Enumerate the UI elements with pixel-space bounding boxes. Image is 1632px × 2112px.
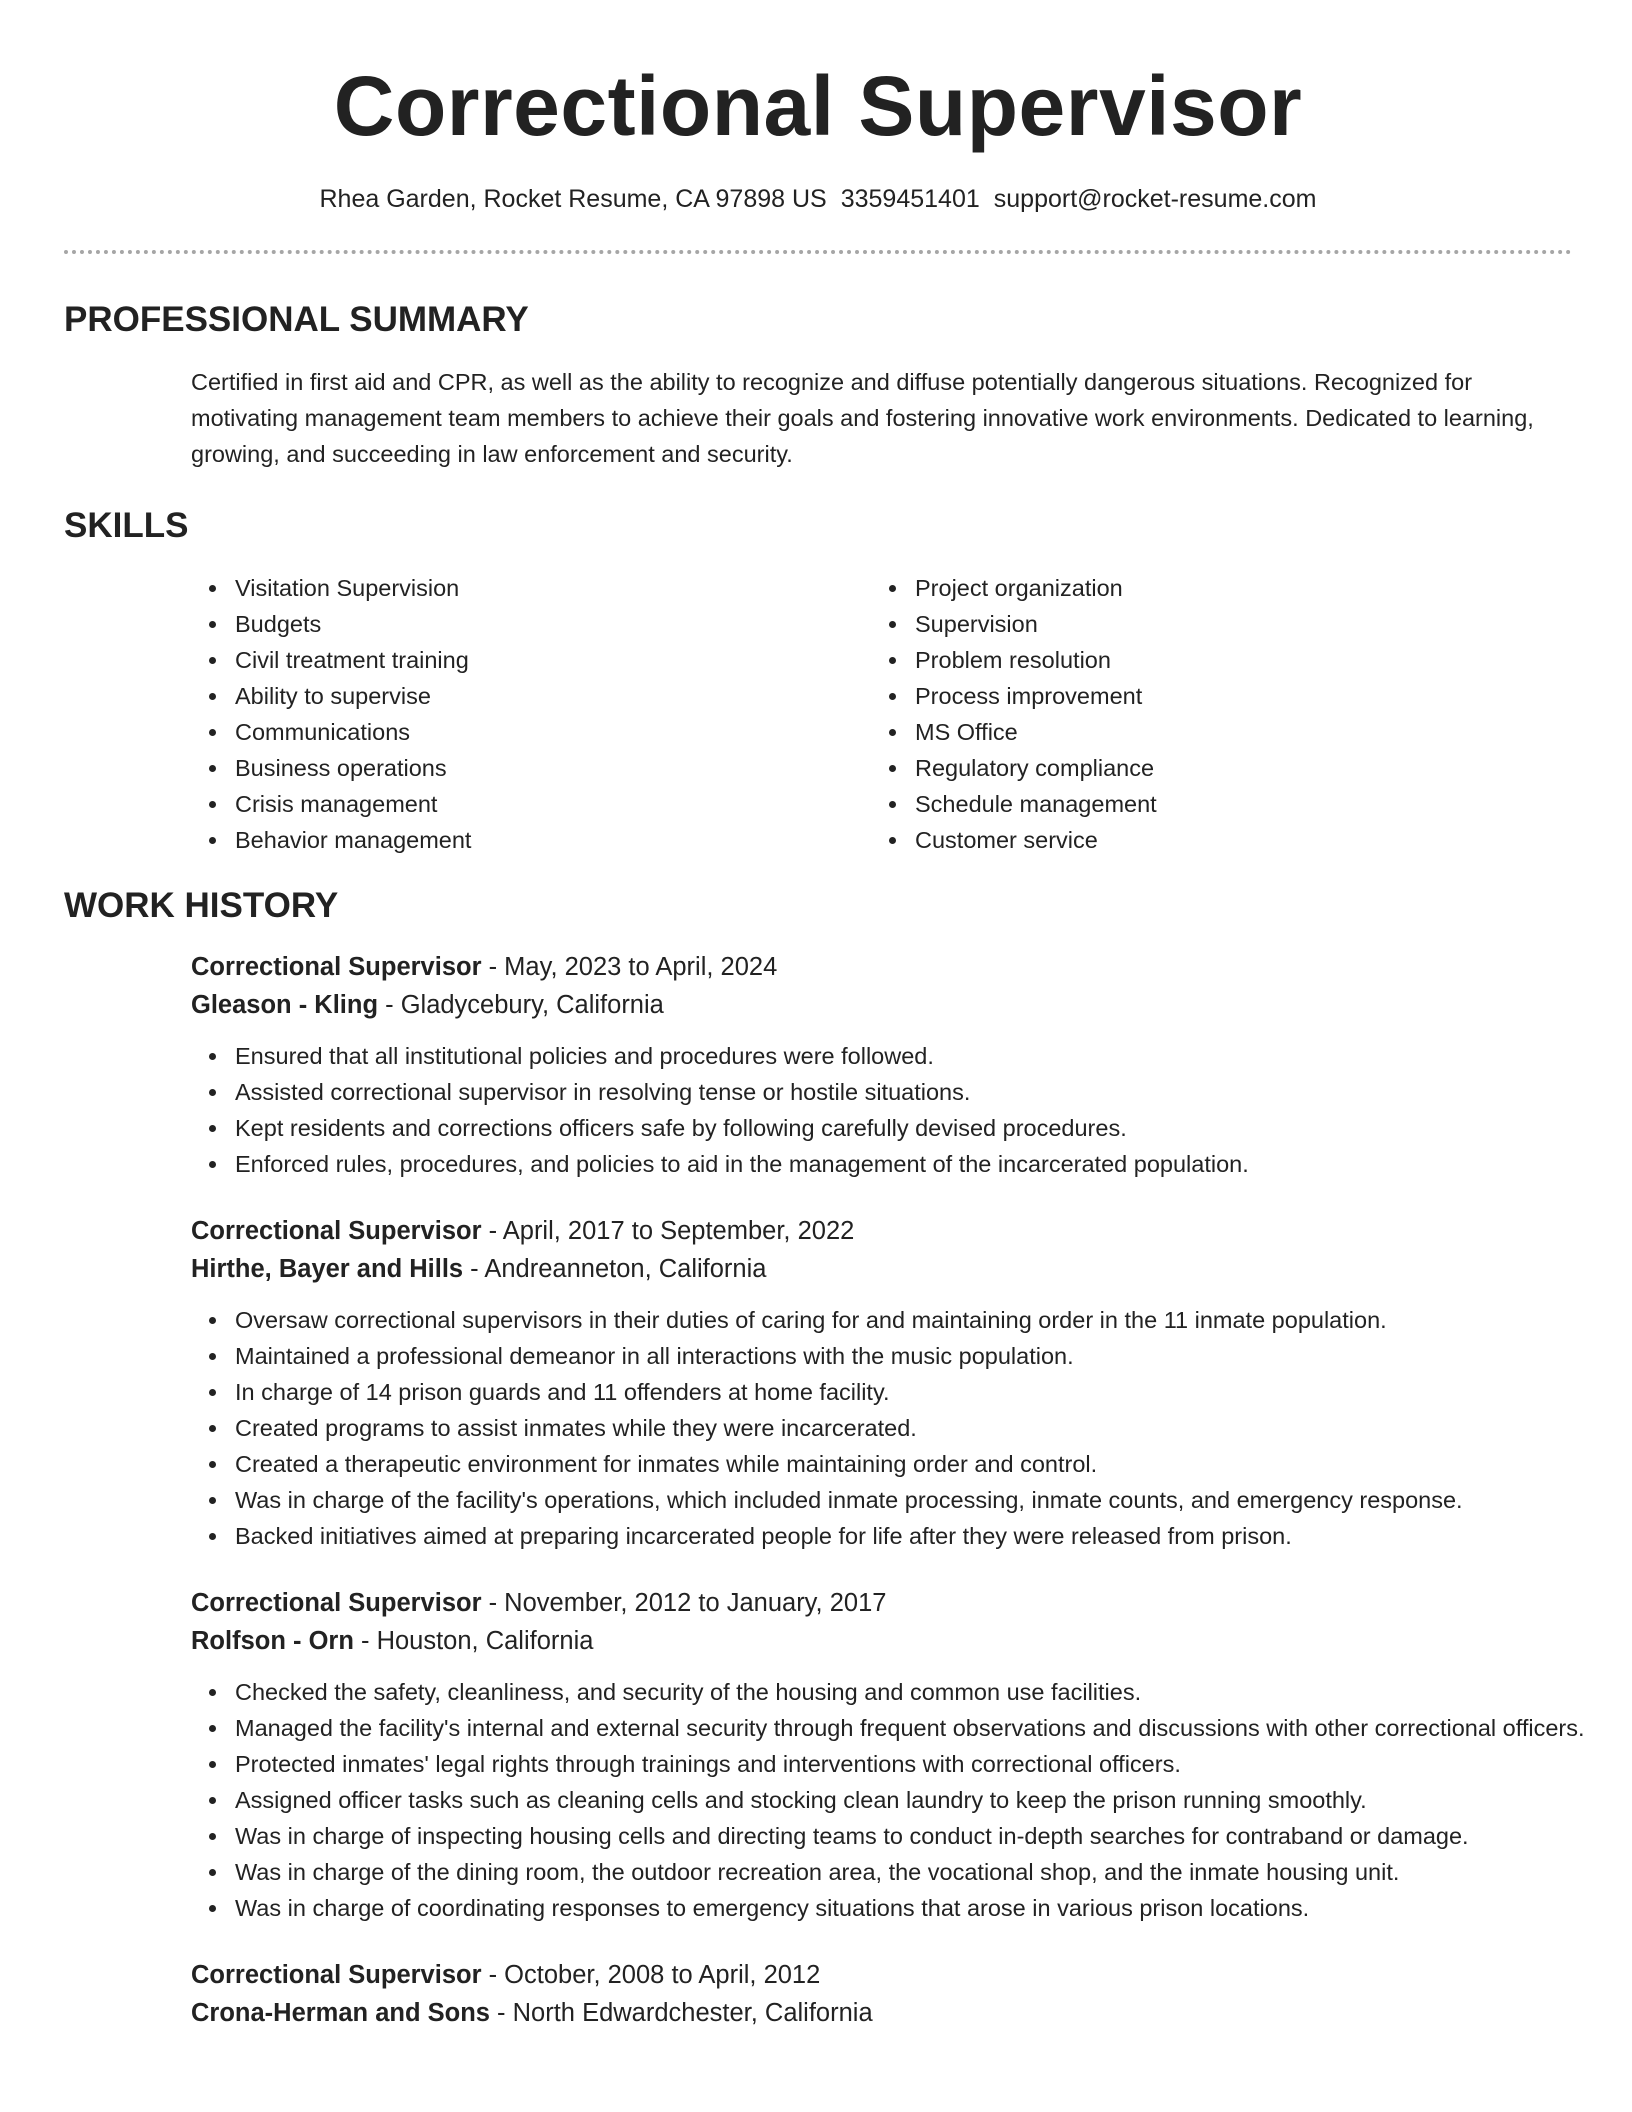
skills-column-right	[871, 570, 1551, 858]
skill-item: Visitation Supervision	[191, 570, 871, 606]
skills-heading: SKILLS	[64, 506, 189, 545]
contact-email: support@rocket-resume.com	[993, 185, 1317, 213]
job-bullet: Assisted correctional supervisor in resolving tense or hostile situations.	[191, 1074, 1591, 1110]
skill-item: Budgets	[191, 606, 871, 642]
job-bullet: Created a therapeutic environment for inmates while maintaining order and control.	[191, 1446, 1591, 1482]
skill-item: Project organization	[871, 570, 1551, 606]
job-bullet: Enforced rules, procedures, and policies to aid in the management of the incarcerated population.	[191, 1146, 1591, 1182]
job-dates: - May, 2023 to April, 2024	[481, 953, 778, 981]
skill-item: Problem resolution	[871, 642, 1551, 678]
skill-item: Behavior management	[191, 822, 871, 858]
skills-column-left	[191, 570, 871, 858]
job-company: Crona-Herman and Sons	[191, 1999, 490, 2027]
job-role: Correctional Supervisor	[191, 1589, 482, 1617]
contact-line	[64, 182, 1572, 216]
skill-item: Communications	[191, 714, 871, 750]
skill-item: MS Office	[871, 714, 1551, 750]
job-bullets	[191, 1038, 1591, 1182]
job-bullet: Backed initiatives aimed at preparing incarcerated people for life after they were released from prison.	[191, 1518, 1591, 1554]
job-location: - North Edwardchester, California	[489, 1999, 873, 2027]
job-role-line	[191, 948, 1572, 986]
job-dates: - October, 2008 to April, 2012	[481, 1961, 821, 1989]
job-location: - Andreanneton, California	[463, 1255, 767, 1283]
skill-item: Civil treatment training	[191, 642, 871, 678]
job-location: - Houston, California	[353, 1627, 594, 1655]
job-role: Correctional Supervisor	[191, 1961, 482, 1989]
job-role-line	[191, 1584, 1572, 1622]
job-entry	[191, 1956, 1572, 2032]
skill-item: Regulatory compliance	[871, 750, 1551, 786]
resume-title: Correctional Supervisor	[333, 59, 1303, 153]
work-history-heading: WORK HISTORY	[64, 886, 339, 925]
skill-item: Business operations	[191, 750, 871, 786]
job-bullet: Oversaw correctional supervisors in their duties of caring for and maintaining order in the 11 inmate population.	[191, 1302, 1591, 1338]
job-bullet: Was in charge of inspecting housing cells and directing teams to conduct in-depth searches for contraband or damage.	[191, 1818, 1591, 1854]
resume-page	[64, 0, 1585, 2032]
job-company-line	[191, 1622, 1572, 1660]
contact-address: Rhea Garden, Rocket Resume, CA 97898 US	[319, 185, 827, 213]
job-role: Correctional Supervisor	[191, 953, 482, 981]
job-company-line	[191, 1250, 1572, 1288]
job-dates: - November, 2012 to January, 2017	[481, 1589, 887, 1617]
job-entry	[191, 1212, 1572, 1554]
job-company-line	[191, 986, 1572, 1024]
skill-item: Ability to supervise	[191, 678, 871, 714]
skill-item: Customer service	[871, 822, 1551, 858]
job-company: Hirthe, Bayer and Hills	[191, 1255, 464, 1283]
contact-phone: 3359451401	[840, 185, 980, 213]
job-entry	[191, 1584, 1585, 1926]
job-bullet: Assigned officer tasks such as cleaning cells and stocking clean laundry to keep the prison running smoothly.	[191, 1782, 1591, 1818]
job-bullet: Maintained a professional demeanor in all interactions with the music population.	[191, 1338, 1591, 1374]
job-company-line	[191, 1994, 1572, 2032]
job-bullet: Was in charge of the dining room, the outdoor recreation area, the vocational shop, and the inmate housing unit.	[191, 1854, 1591, 1890]
job-bullets	[191, 1302, 1591, 1554]
job-bullet: Was in charge of the facility's operations, which included inmate processing, inmate counts, and emergency response.	[191, 1482, 1591, 1518]
job-role-line	[191, 1212, 1572, 1250]
job-bullet: Kept residents and corrections officers safe by following carefully devised procedures.	[191, 1110, 1591, 1146]
job-bullet: Created programs to assist inmates while they were incarcerated.	[191, 1410, 1591, 1446]
job-company: Rolfson - Orn	[191, 1627, 354, 1655]
skills-list	[191, 570, 1572, 858]
job-bullet: Was in charge of coordinating responses to emergency situations that arose in various prison locations.	[191, 1890, 1591, 1926]
job-location: - Gladycebury, California	[378, 991, 664, 1019]
job-bullet: Ensured that all institutional policies and procedures were followed.	[191, 1038, 1591, 1074]
job-bullet: Protected inmates' legal rights through trainings and interventions with correctional officers.	[191, 1746, 1591, 1782]
job-bullets	[191, 1674, 1591, 1926]
job-bullet: Checked the safety, cleanliness, and security of the housing and common use facilities.	[191, 1674, 1591, 1710]
skill-item: Schedule management	[871, 786, 1551, 822]
job-bullet: In charge of 14 prison guards and 11 offenders at home facility.	[191, 1374, 1591, 1410]
header-divider	[64, 250, 1572, 254]
job-role-line	[191, 1956, 1572, 1994]
job-company: Gleason - Kling	[191, 991, 379, 1019]
job-dates: - April, 2017 to September, 2022	[481, 1217, 855, 1245]
job-bullet: Managed the facility's internal and external security through frequent observations and discussions with other correctional officers.	[191, 1710, 1591, 1746]
job-entry	[191, 948, 1572, 1182]
summary-heading: PROFESSIONAL SUMMARY	[64, 300, 529, 339]
job-role: Correctional Supervisor	[191, 1217, 482, 1245]
skill-item: Supervision	[871, 606, 1551, 642]
skill-item: Crisis management	[191, 786, 871, 822]
skill-item: Process improvement	[871, 678, 1551, 714]
summary-text: Certified in first aid and CPR, as well as the ability to recognize and diffuse potentially dangerous situations. Recognized for motivating management team members to achieve their goals and fostering innovative work environments. Dedicated to learning, growing, and succeeding in law enforcement and security.	[191, 369, 1534, 467]
